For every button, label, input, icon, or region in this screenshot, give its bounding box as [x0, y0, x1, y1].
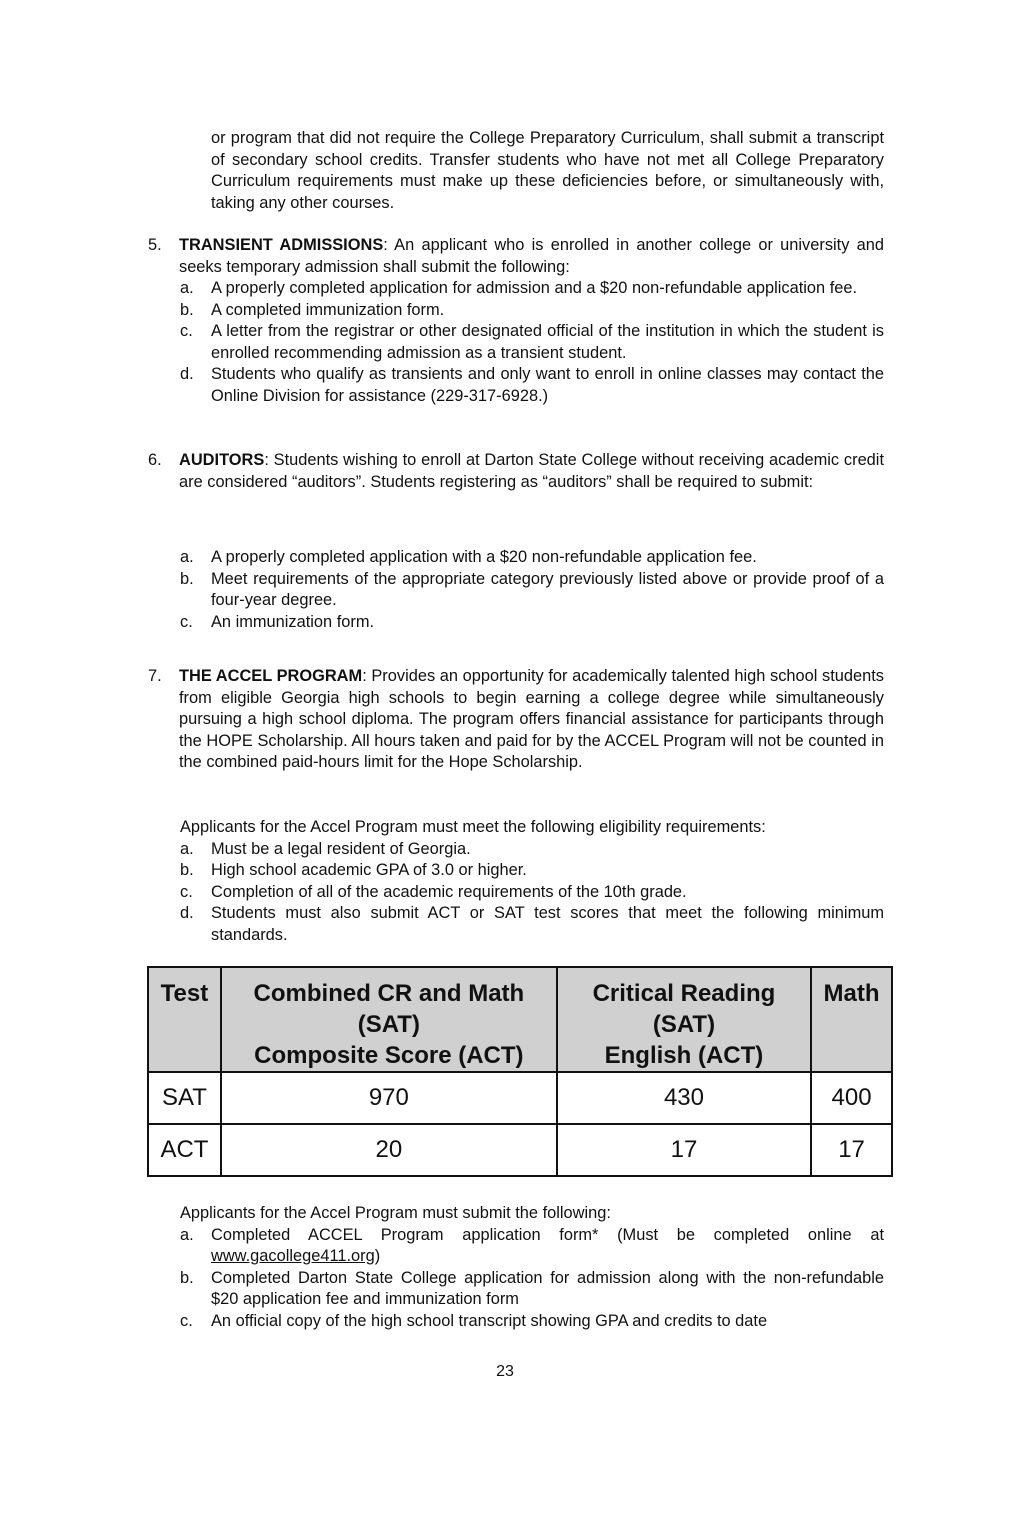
eligibility-block: [180, 817, 884, 946]
list-text: Students who qualify as transients and only want to enroll in online classes may contact the Online Division for assistance (229-317-6928.): [211, 365, 884, 405]
list-text: Meet requirements of the appropriate category previously listed above or provide proof of a four-year degree.: [211, 569, 884, 609]
section-transient-admissions: [148, 235, 884, 278]
list-item: [180, 1225, 884, 1268]
table-cell: 17: [557, 1124, 811, 1176]
list-item: [180, 903, 884, 946]
submit-intro: Applicants for the Accel Program must submit the following:: [180, 1204, 611, 1222]
header-combined: [221, 967, 557, 1072]
list-marker: b.: [180, 1268, 194, 1287]
list-marker: a.: [180, 839, 194, 858]
list-marker: d.: [180, 365, 194, 383]
list-item: [180, 364, 884, 407]
table-cell: SAT: [148, 1072, 221, 1124]
list-item: [180, 860, 884, 882]
list-marker: c.: [180, 1311, 193, 1330]
header-line: Test: [160, 980, 209, 1007]
table-cell: 970: [221, 1072, 557, 1124]
list-text: A properly completed application with a $20 non-refundable application fee.: [211, 548, 757, 566]
list-marker: c.: [180, 612, 193, 631]
list-item: [180, 278, 884, 300]
section-number: 6.: [148, 451, 162, 469]
section-title: AUDITORS: [179, 451, 265, 469]
header-line: Math: [823, 980, 880, 1007]
header-line: (SAT): [357, 1011, 420, 1038]
section-title: TRANSIENT ADMISSIONS: [179, 236, 384, 254]
list-marker: c.: [180, 882, 193, 901]
gacollege411-link[interactable]: www.gacollege411.org: [211, 1247, 375, 1265]
section-auditors: [148, 450, 884, 493]
table-header-row: [148, 967, 892, 1072]
list-marker: a.: [180, 279, 194, 297]
list-item: [180, 1311, 884, 1333]
table-cell: ACT: [148, 1124, 221, 1176]
table-row: [148, 1124, 892, 1176]
list-item: [180, 882, 884, 904]
list-item: [180, 547, 884, 569]
table-cell: 430: [557, 1072, 811, 1124]
list-marker: a.: [180, 1225, 194, 1244]
list-marker: c.: [180, 322, 193, 340]
list-text: High school academic GPA of 3.0 or higher.: [211, 861, 527, 879]
list-marker: a.: [180, 548, 194, 566]
list-marker: b.: [180, 861, 194, 879]
list-marker: b.: [180, 569, 194, 588]
list-text: Completed Darton State College application for admission along with the non-refundable $20 application fee and immunization form: [211, 1268, 884, 1308]
table-cell: 400: [811, 1072, 892, 1124]
list-text: A properly completed application for admission and a $20 non-refundable application fee.: [211, 279, 858, 297]
eligibility-intro: Applicants for the Accel Program must meet the following eligibility requirements:: [180, 818, 766, 836]
list-text: Must be a legal resident of Georgia.: [211, 839, 471, 858]
list-text: A completed immunization form.: [211, 300, 445, 319]
section-intro: : An applicant who is enrolled in another college or university and seeks temporary admission shall submit the following:: [179, 236, 885, 276]
list-marker: d.: [180, 904, 194, 922]
section-accel-program: [148, 666, 884, 774]
list-text: ): [374, 1247, 381, 1265]
section-intro: : Students wishing to enroll at Darton State College without receiving academic credit are considered “auditors”. Students registering as “auditors” shall be required to submit:: [179, 451, 884, 491]
table-cell: 17: [811, 1124, 892, 1176]
list-item: [180, 321, 884, 364]
auditors-list: [180, 547, 884, 633]
list-marker: b.: [180, 300, 194, 319]
header-line: Composite Score (ACT): [254, 1042, 524, 1069]
list-text: Students must also submit ACT or SAT test scores that meet the following minimum standards.: [211, 904, 884, 944]
header-line: Combined CR and Math: [253, 980, 525, 1007]
table-row: [148, 1072, 892, 1124]
section-number: 5.: [148, 236, 162, 254]
test-scores-table: [147, 966, 893, 1177]
list-text: An immunization form.: [211, 612, 375, 631]
list-text: Completion of all of the academic requirements of the 10th grade.: [211, 882, 687, 901]
list-item: [180, 1268, 884, 1311]
list-text: Completed ACCEL Program application form* (Must be completed online at: [211, 1225, 884, 1244]
header-critical-reading: [557, 967, 811, 1072]
header-test: [148, 967, 221, 1072]
page-number: 23: [496, 1363, 514, 1380]
header-math: [811, 967, 892, 1072]
list-text: A letter from the registrar or other designated official of the institution in which the student is enrolled recommending admission as a transient student.: [211, 322, 884, 362]
section-number: 7.: [148, 667, 162, 685]
table-cell: 20: [221, 1124, 557, 1176]
section-intro: : Provides an opportunity for academically talented high school students from eligible Georgia high schools to begin earning a college degree while simultaneously pursuing a high school diploma. The program offers financial assistance for participants through the HOPE Scholarship. All hours taken and paid for by the ACCEL Program will not be counted in the combined paid-hours limit for the Hope Scholarship.: [179, 667, 884, 771]
list-item: [180, 569, 884, 612]
transient-list: [180, 278, 884, 407]
continuation-paragraph: or program that did not require the College Preparatory Curriculum, shall submit a transcript of secondary school credits. Transfer students who have not met all College Preparatory Curriculum requirements must make up these deficiencies before, or simultaneously with, taking any other courses.: [211, 129, 884, 212]
list-item: [180, 612, 884, 634]
header-line: (SAT): [652, 1011, 716, 1038]
list-item: [180, 300, 884, 322]
header-line: English (ACT): [604, 1042, 764, 1069]
submit-block: [180, 1203, 884, 1332]
list-text: An official copy of the high school transcript showing GPA and credits to date: [211, 1311, 768, 1330]
list-item: [180, 839, 884, 861]
section-title: THE ACCEL PROGRAM: [179, 667, 363, 685]
header-line: Critical Reading: [592, 980, 776, 1007]
